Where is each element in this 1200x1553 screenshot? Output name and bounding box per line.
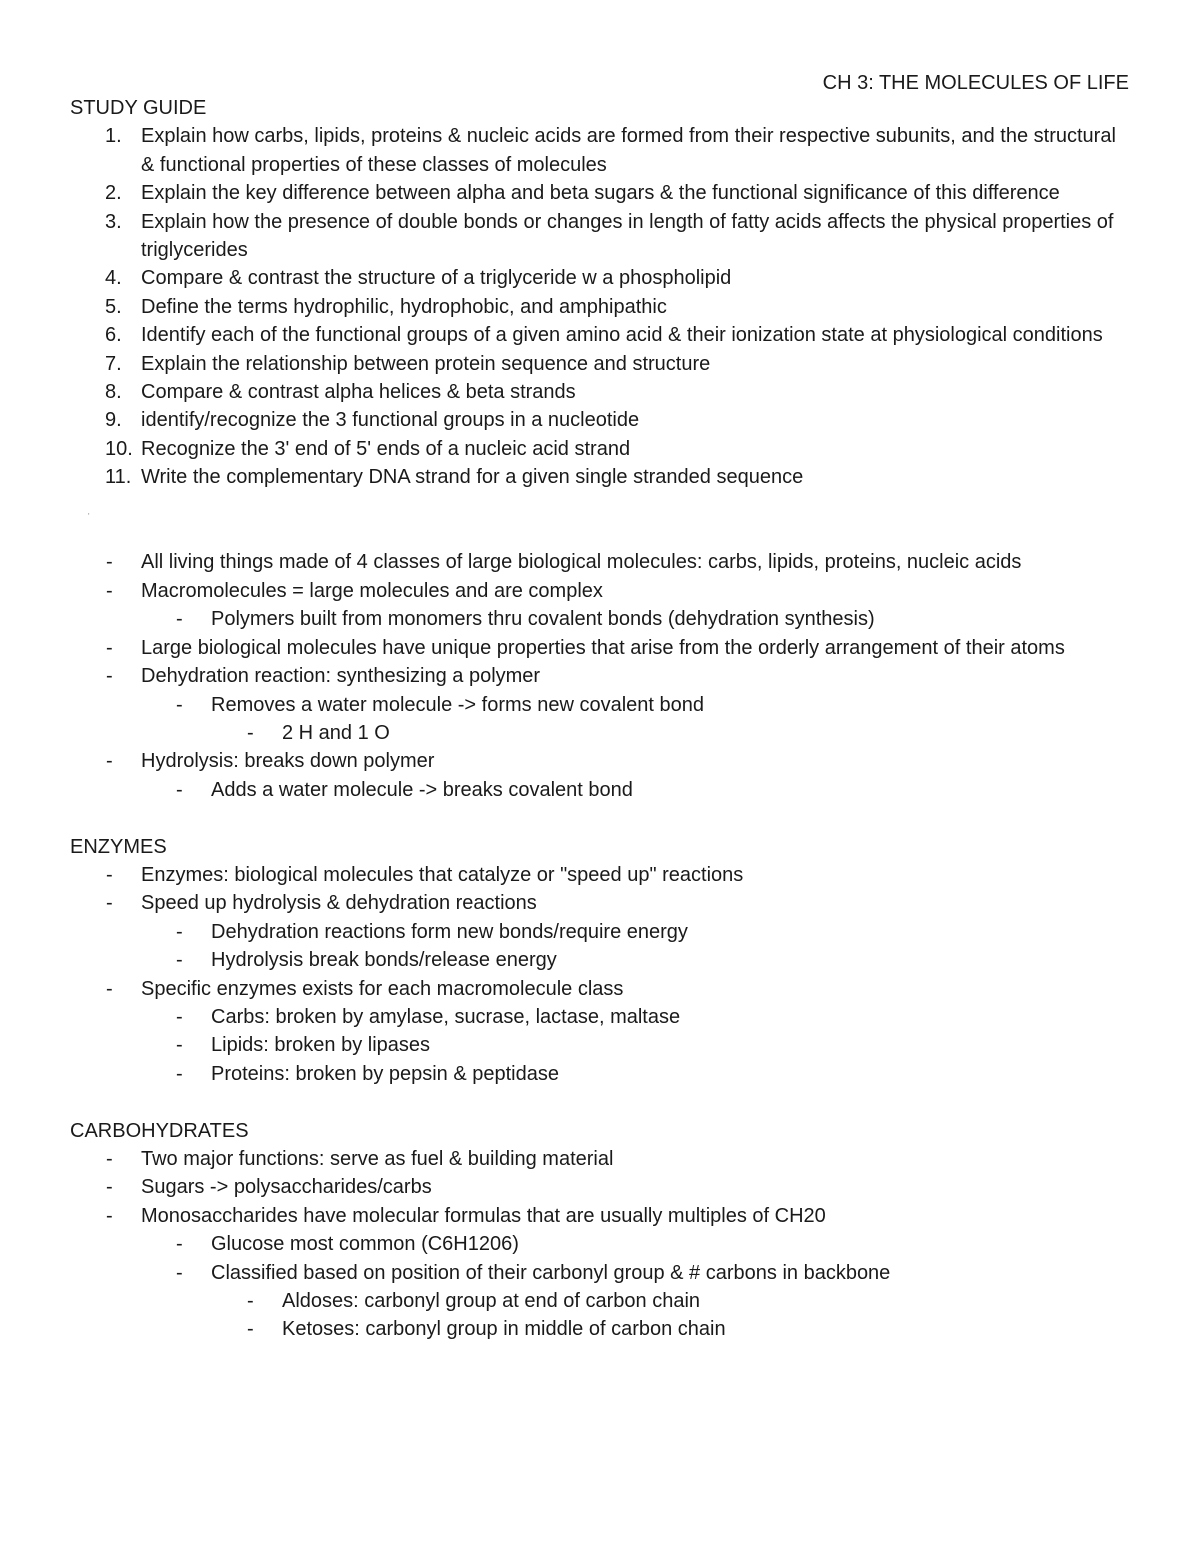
bullet-text: Speed up hydrolysis & dehydration reactions — [141, 892, 537, 915]
item-number: 11. — [105, 466, 132, 489]
item-text: Explain the relationship between protein sequence and structure — [141, 352, 711, 375]
section-gap — [70, 804, 1130, 832]
item-number: 5. — [105, 295, 122, 318]
item-number: 1. — [105, 125, 122, 148]
item-number: 10. — [105, 437, 133, 460]
bullet-item — [70, 548, 1130, 576]
item-text: Explain how carbs, lipids, proteins & nucleic acids are formed from their respective subunits, and the structural & functional properties of these classes of molecules — [141, 125, 1116, 176]
bullet-text: Dehydration reactions form new bonds/require energy — [211, 920, 688, 943]
bullet-text: Lipids: broken by lipases — [211, 1034, 431, 1057]
dash-marker: - — [176, 949, 183, 972]
bullet-item — [70, 605, 1130, 633]
item-number: 4. — [105, 267, 122, 290]
bullet-item — [70, 1003, 1130, 1031]
bullet-text: Aldoses: carbonyl group at end of carbon chain — [282, 1290, 701, 1313]
bullet-item — [70, 1202, 1130, 1230]
dash-marker: - — [106, 977, 113, 1000]
bullet-text: Classified based on position of their carbonyl group & # carbons in backbone — [211, 1261, 891, 1284]
bullet-text: Removes a water molecule -> forms new covalent bond — [211, 693, 705, 716]
bullet-item — [70, 1145, 1130, 1173]
bullet-item — [70, 662, 1130, 690]
item-text: Identify each of the functional groups of a given amino acid & their ionization state at physiological conditions — [141, 324, 1103, 347]
bullet-item — [70, 1060, 1130, 1088]
dash-marker: - — [106, 750, 113, 773]
study-guide-item — [70, 264, 1130, 292]
dash-marker: - — [176, 1005, 183, 1028]
study-guide-item — [70, 435, 1130, 463]
bullet-item — [70, 776, 1130, 804]
dash-marker: - — [176, 1062, 183, 1085]
dash-marker: - — [106, 1147, 113, 1170]
section-gap — [70, 1088, 1130, 1116]
dash-marker: - — [106, 579, 113, 602]
dash-marker: - — [247, 1290, 254, 1313]
bullet-item — [70, 861, 1130, 889]
enzymes-bullet-list — [70, 861, 1130, 1088]
dash-marker: - — [176, 1034, 183, 1057]
item-number: 9. — [105, 409, 122, 432]
dash-marker: - — [106, 863, 113, 886]
dash-marker: - — [106, 892, 113, 915]
dash-marker: - — [176, 920, 183, 943]
carbohydrates-bullet-list — [70, 1145, 1130, 1344]
bullet-item — [70, 1031, 1130, 1059]
dash-marker: - — [106, 551, 113, 574]
item-text: identify/recognize the 3 functional groups in a nucleotide — [141, 409, 640, 432]
bullet-text: Glucose most common (C6H1206) — [211, 1233, 519, 1256]
item-text: Explain how the presence of double bonds or changes in length of fatty acids affects the physical properties of triglycerides — [141, 210, 1114, 262]
bullet-item — [70, 1287, 1130, 1315]
bullet-item — [70, 1173, 1130, 1201]
chapter-title: CH 3: THE MOLECULES OF LIFE — [822, 72, 1129, 94]
bullet-text: 2 H and 1 O — [282, 721, 390, 744]
stray-mark: ' — [88, 511, 90, 521]
item-text: Define the terms hydrophilic, hydrophobic, and amphipathic — [141, 295, 667, 318]
dash-marker: - — [176, 693, 183, 716]
bullet-text: Carbs: broken by amylase, sucrase, lactase, maltase — [211, 1005, 681, 1028]
dash-marker: - — [106, 1204, 113, 1227]
item-number: 3. — [105, 210, 122, 233]
bullet-text: Proteins: broken by pepsin & peptidase — [211, 1062, 559, 1085]
bullet-item — [70, 889, 1130, 917]
intro-bullet-list — [70, 548, 1130, 804]
bullet-item — [70, 975, 1130, 1003]
bullet-text: Monosaccharides have molecular formulas that are usually multiples of CH20 — [141, 1204, 826, 1227]
item-text: Write the complementary DNA strand for a given single stranded sequence — [141, 466, 804, 489]
bullet-text: Hydrolysis break bonds/release energy — [211, 949, 557, 972]
carbohydrates-heading: CARBOHYDRATES — [70, 1119, 249, 1142]
bullet-item — [70, 747, 1130, 775]
bullet-item — [70, 577, 1130, 605]
enzymes-heading: ENZYMES — [70, 835, 167, 858]
dash-marker: - — [106, 665, 113, 688]
document-body — [70, 94, 1130, 1344]
study-guide-item — [70, 208, 1130, 265]
study-guide-heading: STUDY GUIDE — [70, 97, 207, 119]
bullet-text: Adds a water molecule -> breaks covalent bond — [211, 778, 633, 801]
study-guide-item — [70, 179, 1130, 207]
dash-marker: - — [247, 1318, 254, 1341]
dash-marker: - — [176, 608, 183, 631]
bullet-item — [70, 1315, 1130, 1343]
study-guide-list — [70, 122, 1130, 491]
dash-marker: - — [247, 721, 254, 744]
bullet-text: Large biological molecules have unique properties that arise from the orderly arrangement of their atoms — [141, 636, 1065, 659]
dash-marker: - — [106, 636, 113, 659]
bullet-text: Dehydration reaction: synthesizing a polymer — [141, 665, 541, 688]
dash-marker: - — [106, 1176, 113, 1199]
bullet-text: Two major functions: serve as fuel & building material — [141, 1147, 614, 1170]
dash-marker: - — [176, 778, 183, 801]
study-guide-item — [70, 122, 1130, 179]
bullet-text: Ketoses: carbonyl group in middle of carbon chain — [282, 1318, 726, 1341]
bullet-item — [70, 691, 1130, 719]
bullet-text: Macromolecules = large molecules and are complex — [141, 579, 603, 602]
item-text: Compare & contrast alpha helices & beta strands — [141, 381, 576, 404]
dash-marker: - — [176, 1233, 183, 1256]
bullet-text: Specific enzymes exists for each macromolecule class — [141, 977, 624, 1000]
study-guide-item — [70, 321, 1130, 349]
bullet-text: Sugars -> polysaccharides/carbs — [141, 1176, 432, 1199]
study-guide-item — [70, 350, 1130, 378]
item-text: Recognize the 3' end of 5' ends of a nucleic acid strand — [141, 437, 631, 460]
bullet-text: Polymers built from monomers thru covalent bonds (dehydration synthesis) — [211, 608, 875, 631]
bullet-item — [70, 1259, 1130, 1287]
bullet-item — [70, 918, 1130, 946]
bullet-text: Enzymes: biological molecules that catalyze or "speed up" reactions — [141, 863, 744, 886]
study-guide-item — [70, 463, 1130, 491]
bullet-text: Hydrolysis: breaks down polymer — [141, 750, 435, 773]
item-number: 7. — [105, 352, 122, 375]
dash-marker: - — [176, 1261, 183, 1284]
item-text: Explain the key difference between alpha and beta sugars & the functional significance of this difference — [141, 182, 1060, 205]
bullet-item — [70, 946, 1130, 974]
bullet-item — [70, 634, 1130, 662]
bullet-item — [70, 719, 1130, 747]
study-guide-item — [70, 406, 1130, 434]
item-text: Compare & contrast the structure of a triglyceride w a phospholipid — [141, 267, 732, 290]
bullet-item — [70, 1230, 1130, 1258]
study-guide-item — [70, 378, 1130, 406]
stray-mark-area — [70, 492, 1130, 549]
item-number: 2. — [105, 182, 122, 205]
item-number: 8. — [105, 381, 122, 404]
study-guide-item — [70, 293, 1130, 321]
item-number: 6. — [105, 324, 122, 347]
bullet-text: All living things made of 4 classes of large biological molecules: carbs, lipids, proteins, nucleic acids — [141, 551, 1022, 574]
